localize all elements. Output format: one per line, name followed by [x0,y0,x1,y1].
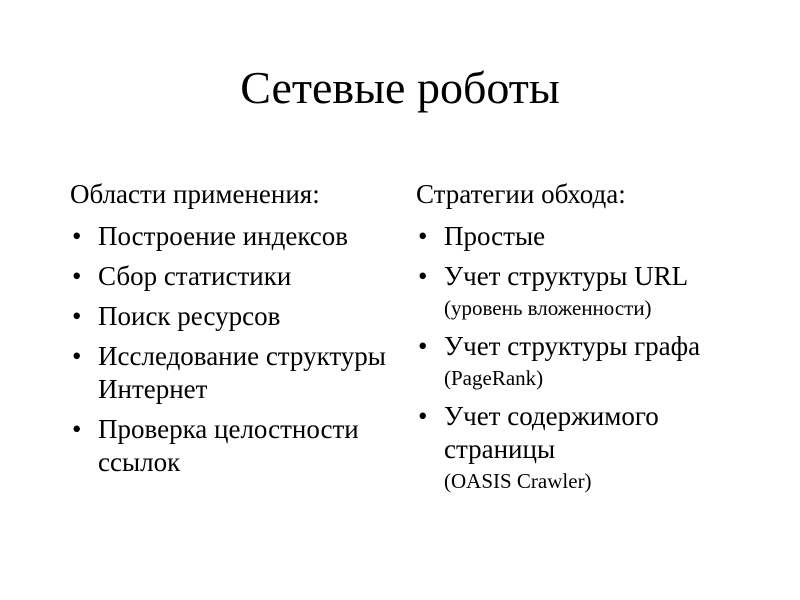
bullet-icon: • [72,301,82,331]
applications-list [70,220,400,479]
slide-title: Сетевые роботы [240,62,560,113]
list-item [70,300,400,333]
list-item-text: Исследование структуры Интернет [98,341,386,404]
list-item [70,413,400,479]
bullet-icon: • [418,331,428,361]
applications-heading: Области применения: [70,179,320,209]
bullet-icon: • [72,341,82,371]
strategies-heading: Стратегии обхода: [416,179,626,209]
list-item-text: Учет структуры URL [444,261,689,291]
list-item-text: Простые [444,221,546,251]
list-item-text: Сбор статистики [98,261,292,291]
list-item [416,260,776,323]
bullet-icon: • [72,221,82,251]
bullet-icon: • [418,401,428,431]
applications-column [70,174,400,486]
list-item-note: (уровень вложенности) [444,296,652,320]
list-item [70,340,400,406]
bullet-icon: • [418,261,428,291]
list-item-text: Поиск ресурсов [98,301,281,331]
bullet-icon: • [418,221,428,251]
list-item-text: Учет структуры графа [444,331,701,361]
list-item-text: Проверка целостности ссылок [98,414,359,477]
list-item [70,260,400,293]
list-item-text: Построение индексов [98,221,349,251]
list-item [416,400,776,496]
strategies-column [416,174,776,503]
list-item-text: Учет содержимого страницы [444,401,659,464]
strategies-list [416,220,776,496]
list-item [416,330,776,393]
list-item-note: (PageRank) [444,366,544,390]
list-item [70,220,400,253]
list-item [416,220,776,253]
list-item-note: (OASIS Crawler) [444,469,592,493]
bullet-icon: • [72,414,82,444]
bullet-icon: • [72,261,82,291]
